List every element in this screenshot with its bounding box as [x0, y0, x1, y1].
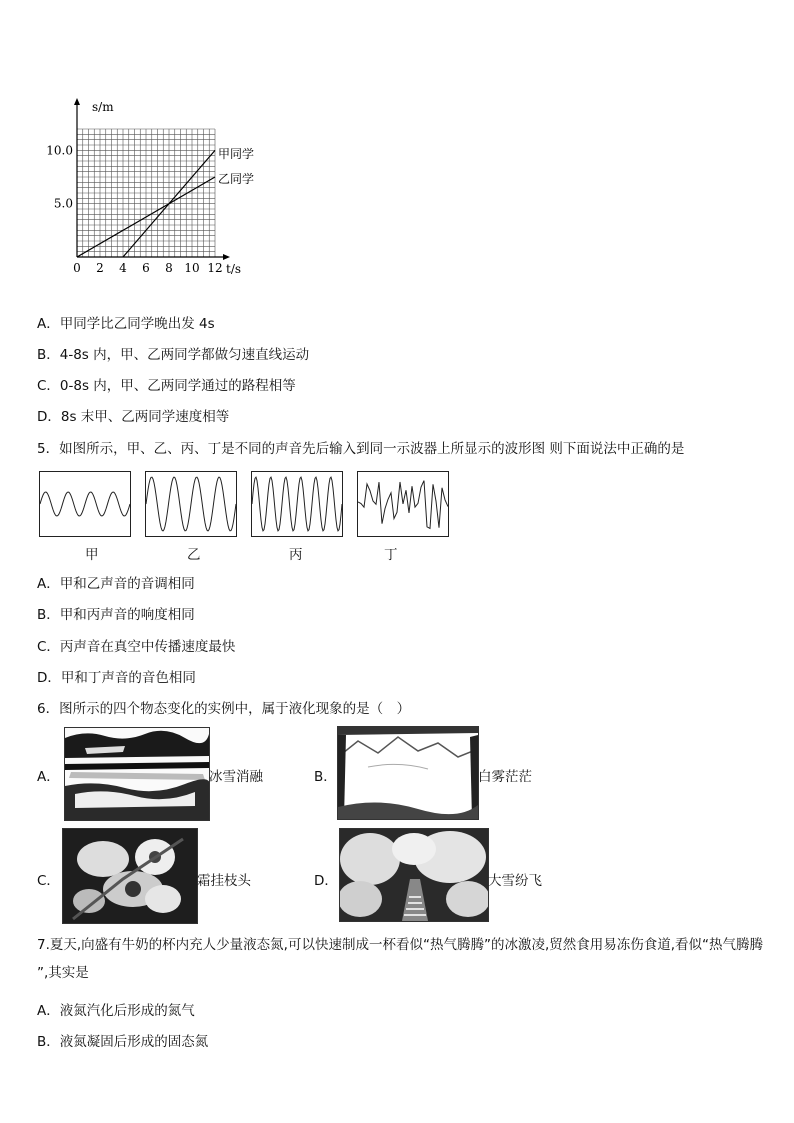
waveform-label-bing: 丙: [289, 547, 303, 563]
waveform-yi-curve: [146, 477, 236, 531]
q7-stem: 7.夏天,向盛有牛奶的杯内充人少量液态氮,可以快速制成一杯看似“热气腾腾”的冰激凌,贸然食用易冻伤食道,看似“热气腾腾 ”,其实是: [37, 937, 764, 981]
x-tick-label: 2: [96, 261, 104, 275]
waveform-label-jia: 甲: [85, 547, 99, 563]
x-axis-arrow: [223, 254, 230, 260]
q4-option-c: C．0-8s 内，甲、乙两同学通过的路程相等: [37, 378, 296, 394]
waveform-jia-curve: [40, 492, 130, 516]
q6-option-d-letter: D．: [314, 873, 338, 889]
series-label-jia: 甲同学: [218, 147, 255, 161]
q4-option-b: B．4-8s 内，甲、乙两同学都做匀速直线运动: [37, 347, 310, 363]
q4-option-d: D．8s 末甲、乙两同学速度相等: [37, 409, 230, 425]
q6-option-b-letter: B．: [314, 769, 337, 785]
q6-option-c-letter: C．: [37, 873, 60, 889]
photo-frost-branch: [62, 828, 198, 924]
waveform-jia: [39, 471, 131, 537]
distance-time-graph: [40, 92, 270, 282]
q7-option-b: B．液氮凝固后形成的固态氮: [37, 1034, 209, 1050]
q4-option-a: A．甲同学比乙同学晚出发 4s: [37, 316, 215, 332]
q7-option-a: A．液氮汽化后形成的氮气: [37, 1003, 195, 1019]
q5-option-d: D．甲和丁声音的音色相同: [37, 670, 196, 686]
series-label-yi: 乙同学: [218, 172, 255, 186]
x-tick-label: 4: [119, 261, 127, 275]
waveform-bing-curve: [252, 477, 342, 531]
q5-option-b: B．甲和丙声音的响度相同: [37, 607, 195, 623]
x-tick-label: 0: [73, 261, 81, 275]
waveform-ding-curve: [358, 481, 448, 529]
q5-stem: 5．如图所示，甲、乙、丙、丁是不同的声音先后输入到同一示波器上所显示的波形图 则下面说法中正确的是: [37, 441, 685, 457]
photo-heavy-snow: [339, 828, 489, 922]
x-tick-label: 6: [142, 261, 150, 275]
q6-stem: 6．图所示的四个物态变化的实例中，属于液化现象的是（ ）: [37, 701, 411, 717]
x-tick-label: 10: [184, 261, 200, 275]
waveform-yi: [145, 471, 237, 537]
y-tick-label: 10.0: [46, 143, 73, 158]
q5-option-a: A．甲和乙声音的音调相同: [37, 576, 195, 592]
q5-option-c: C．丙声音在真空中传播速度最快: [37, 639, 236, 655]
x-tick-label: 12: [207, 261, 223, 275]
q6-option-b-caption: 白雾茫茫: [478, 769, 532, 785]
waveform-bing: [251, 471, 343, 537]
y-tick-label: 5.0: [53, 196, 73, 211]
waveform-label-ding: 丁: [384, 547, 398, 563]
waveform-label-yi: 乙: [187, 547, 201, 563]
q6-option-a-caption: 冰雪消融: [209, 769, 263, 785]
photo-white-fog: [337, 726, 479, 820]
q6-option-c-caption: 霜挂枝头: [197, 873, 251, 889]
x-tick-label: 8: [165, 261, 173, 275]
waveform-ding: [357, 471, 449, 537]
x-axis-label: t/s: [226, 262, 242, 276]
q6-option-d-caption: 大雪纷飞: [488, 873, 542, 889]
y-axis-arrow: [74, 98, 80, 105]
q6-option-a-letter: A．: [37, 769, 60, 785]
graph-grid: [77, 129, 215, 257]
y-axis-label: s/m: [92, 100, 114, 114]
photo-ice-melting: [64, 727, 210, 821]
